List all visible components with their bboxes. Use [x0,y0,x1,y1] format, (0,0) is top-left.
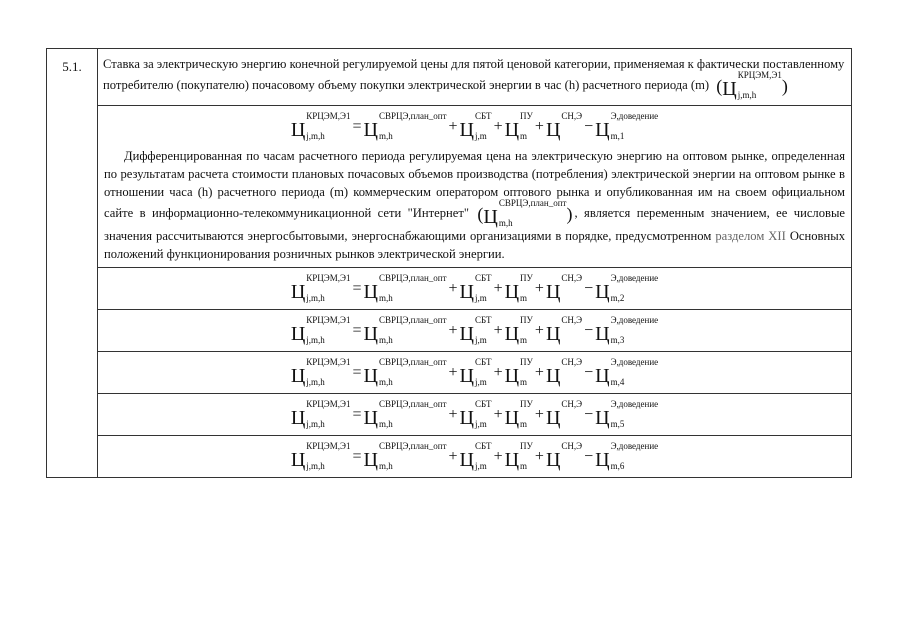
formula-operator: + [448,448,458,465]
formula-operator: + [534,280,544,297]
formula-operator: + [493,406,503,423]
formula-term: Ц СВРЦЭ,план_опт m,h [363,315,447,345]
formula-operator: + [534,448,544,465]
formula-operator: + [534,118,544,135]
formula-term: Ц СБТ j,m [459,111,492,141]
formula-operator: − [584,448,594,465]
formula-row [98,268,851,309]
formula-term: Ц СБТ j,m [459,315,492,345]
formula-operator: + [448,280,458,297]
formula-row [98,352,851,393]
formula-term: Ц КРЦЭМ,Э1 j,m,h [290,273,351,303]
formula-term: Ц СН,Э [545,399,583,429]
table-row [47,436,852,478]
formula-term: Ц ПУ m [504,111,533,141]
formula-row [98,436,851,477]
formula-operator: = [352,280,362,297]
formula-term: Ц СН,Э [545,315,583,345]
formula-term: Ц СН,Э [545,441,583,471]
table-row [47,394,852,436]
formula-term: Ц ПУ m [504,315,533,345]
formula [290,399,659,429]
formula-term: Ц СБТ j,m [459,441,492,471]
item-title [98,49,851,105]
formula-operator: + [534,364,544,381]
formula-term: Ц СН,Э [545,111,583,141]
formula-term: Ц КРЦЭМ,Э1 j,m,h [290,441,351,471]
formula-operator: + [493,364,503,381]
formula-term: Ц ПУ m [504,441,533,471]
formula-term: Ц КРЦЭМ,Э1 j,m,h [290,399,351,429]
formula-row [98,310,851,351]
item-number: 5.1. [47,49,98,478]
formula-operator: + [534,406,544,423]
formula-operator: + [448,406,458,423]
formula-operator: = [352,322,362,339]
formula-operator: = [352,406,362,423]
formula-term: Ц СВРЦЭ,план_опт m,h [363,357,447,387]
formula-term: Ц СБТ j,m [459,357,492,387]
table-row [47,268,852,310]
formula-operator: + [493,280,503,297]
formula-operator: + [493,322,503,339]
formula-term: Ц СВРЦЭ,план_опт m,h [363,441,447,471]
formula-term: Ц Э,доведение m,5 [595,399,659,429]
explanation-paragraph: Дифференцированная по часам расчетного периода регулируемая цена на электрическую энергию на оптовом рынке, определенная по результатам расчета стоимости плановых почасовых объемов производства (потребления) электрической энергии на оптовом рынке в отношении часа (h) расчетного периода (m) коммерческим оператором оптового рынка и опубликованная им на своем официальном сайте в информационно-телекоммуникационной сети "Интернет" ( Ц СВРЦЭ,план_опт m,h ) , является переменным значением, ее числовые значения рассчитываются энергосбытовыми, энергоснабжающими организациями в порядке, предусмотренном разделом XII Основных положений функционирования розничных рынков электрической энергии. [104,149,845,261]
formula-term: Ц ПУ m [504,357,533,387]
formula-operator: + [448,364,458,381]
formula-term: Ц СБТ j,m [459,273,492,303]
formula-operator: = [352,118,362,135]
formula-operator: + [448,118,458,135]
formula-operator: + [534,322,544,339]
tariff-table [46,48,852,478]
formula-term: Ц КРЦЭМ,Э1 j,m,h [290,357,351,387]
formula-term: Ц Э,доведение m,4 [595,357,659,387]
formula-operator: = [352,448,362,465]
formula-term: Ц Э,доведение m,2 [595,273,659,303]
formula-row [98,106,851,147]
formula [290,111,659,141]
formula [290,441,659,471]
formula-operator: − [584,118,594,135]
title-text: Ставка за электрическую энергию конечной регулируемой цены для пятой ценовой категории, применяемая к фактически поставленному потребителю (покупателю) почасовому объему покупки электрической энергии в час (h) расчетного периода (m) [103,57,845,92]
formula-term: Ц СВРЦЭ,план_опт m,h [363,111,447,141]
title-symbol: ( Ц КРЦЭМ,Э1 j,m,h ) [716,70,788,100]
formula-operator: − [584,364,594,381]
formula-term: Ц СВРЦЭ,план_опт m,h [363,273,447,303]
formula-operator: − [584,280,594,297]
formula-operator: − [584,406,594,423]
table-row [47,352,852,394]
formula-operator: + [493,448,503,465]
formula [290,273,659,303]
formula-paragraph-cell [98,106,852,268]
formula-term: Ц СН,Э [545,357,583,387]
table-row [47,106,852,268]
formula-operator: = [352,364,362,381]
formula-term: Ц ПУ m [504,273,533,303]
table-row [47,49,852,106]
formula-term: Ц СВРЦЭ,план_опт m,h [363,399,447,429]
formula-term: Ц СБТ j,m [459,399,492,429]
formula-term: Ц КРЦЭМ,Э1 j,m,h [290,315,351,345]
formula-term: Ц Э,доведение m,1 [595,111,659,141]
formula-term: Ц КРЦЭМ,Э1 j,m,h [290,111,351,141]
formula-operator: + [448,322,458,339]
formula [290,357,659,387]
formula-term: Ц Э,доведение m,3 [595,315,659,345]
table-row [47,310,852,352]
paragraph-symbol: ( Ц СВРЦЭ,план_опт m,h ) [477,198,573,228]
section-link[interactable]: разделом XII [715,229,786,243]
formula-term: Ц ПУ m [504,399,533,429]
formula-term: Ц Э,доведение m,6 [595,441,659,471]
formula-row [98,394,851,435]
formula-operator: + [493,118,503,135]
formula [290,315,659,345]
formula-operator: − [584,322,594,339]
formula-term: Ц СН,Э [545,273,583,303]
title-cell [98,49,852,106]
